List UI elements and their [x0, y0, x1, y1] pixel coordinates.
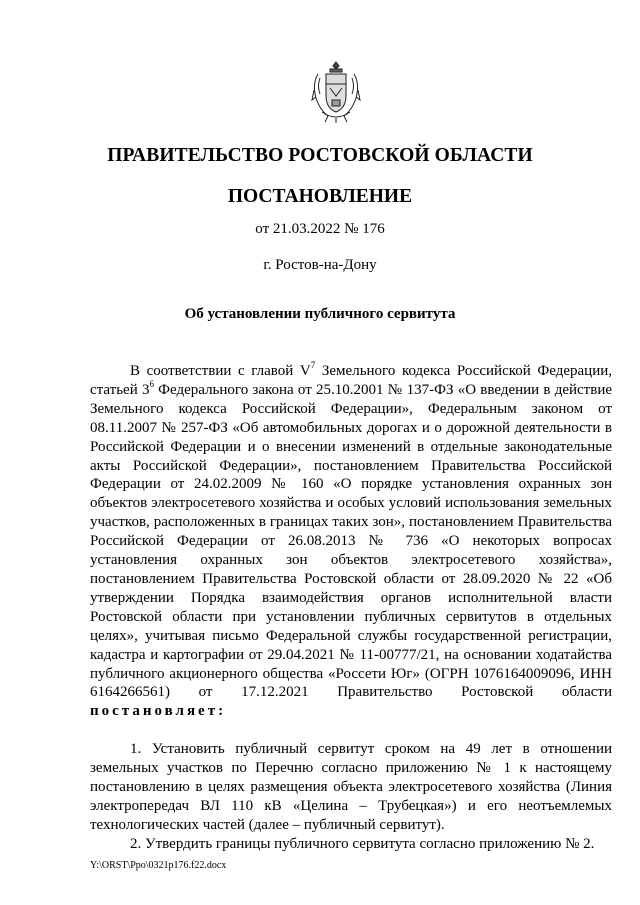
document-date-number: от 21.03.2022 № 176 [255, 221, 385, 237]
resolves-word: постановляет: [90, 703, 227, 720]
document-body [90, 362, 612, 854]
preamble-text-2: Земельного кодекса Российской Федерации, статьей 3 [90, 363, 612, 398]
preamble-paragraph [90, 362, 612, 721]
document-subject: Об установлении публичного сервитута [184, 306, 456, 322]
preamble-superscript-2: 6 [149, 378, 154, 389]
preamble-superscript-1: 7 [310, 360, 316, 370]
coat-of-arms-emblem [310, 60, 362, 124]
document-city: г. Ростов-на-Дону [263, 257, 377, 273]
file-path-footer: Y:\ORST\Ppo\0321p176.f22.docx [90, 860, 227, 871]
resolution-item-2: 2. Утвердить границы публичного сервитута согласно приложению № 2. [130, 835, 595, 852]
document-type-title: ПОСТАНОВЛЕНИЕ [227, 186, 413, 207]
preamble-text-1: В соответствии с главой V [130, 363, 311, 379]
organization-title: ПРАВИТЕЛЬСТВО РОСТОВСКОЙ ОБЛАСТИ [107, 145, 533, 166]
preamble-text-3: Федерального закона от 25.10.2001 № 137-ФЗ «О введении в действие Земельного кодекса Российской Федерации», Федеральным законом от 08.11.2007 № 257-ФЗ «Об автомобильных дорогах и о дорожной деятельности в Российской Федерации и о внесении изменений в отдельные законодательные акты Российской Федерации», постановлением Правительства Российской Федерации от 24.02.2009 № 160 «О порядке установления охранных зон объектов электросетевого хозяйства и особых условий использования земельных участков, расположенных в границах таких зон», постановлением Правительства Российской Федерации от 26.08.2013 № 736 «О некоторых вопросах установления охранных зон объектов электросетевого хозяйства», постановлением Правительства Ростовской области от 28.09.2020 № 22 «Об утверждении Порядка взаимодействия органов исполнительной власти Ростовской области при установлении публичных сервитутов в отдельных целях», учитывая письмо Федеральной службы государственной регистрации, кадастра и картографии от 29.04.2021 № 11-00777/21, на основании ходатайства публичного акционерного общества «Россети Юг» (ОГРН 1076164009096, ИНН 6164266561) от 17.12.2021 Правительство Ростовской области [90, 381, 613, 701]
resolution-item-1: 1. Установить публичный сервитут сроком на 49 лет в отношении земельных участков по Перечню согласно приложению № 1 к настоящему постановлению в целях размещения объекта электросетевого хозяйства (Линия электропередач ВЛ 110 кВ «Целина – Трубецкая») и его неотъемлемых технологических частей (далее – публичный сервитут). [90, 741, 612, 833]
